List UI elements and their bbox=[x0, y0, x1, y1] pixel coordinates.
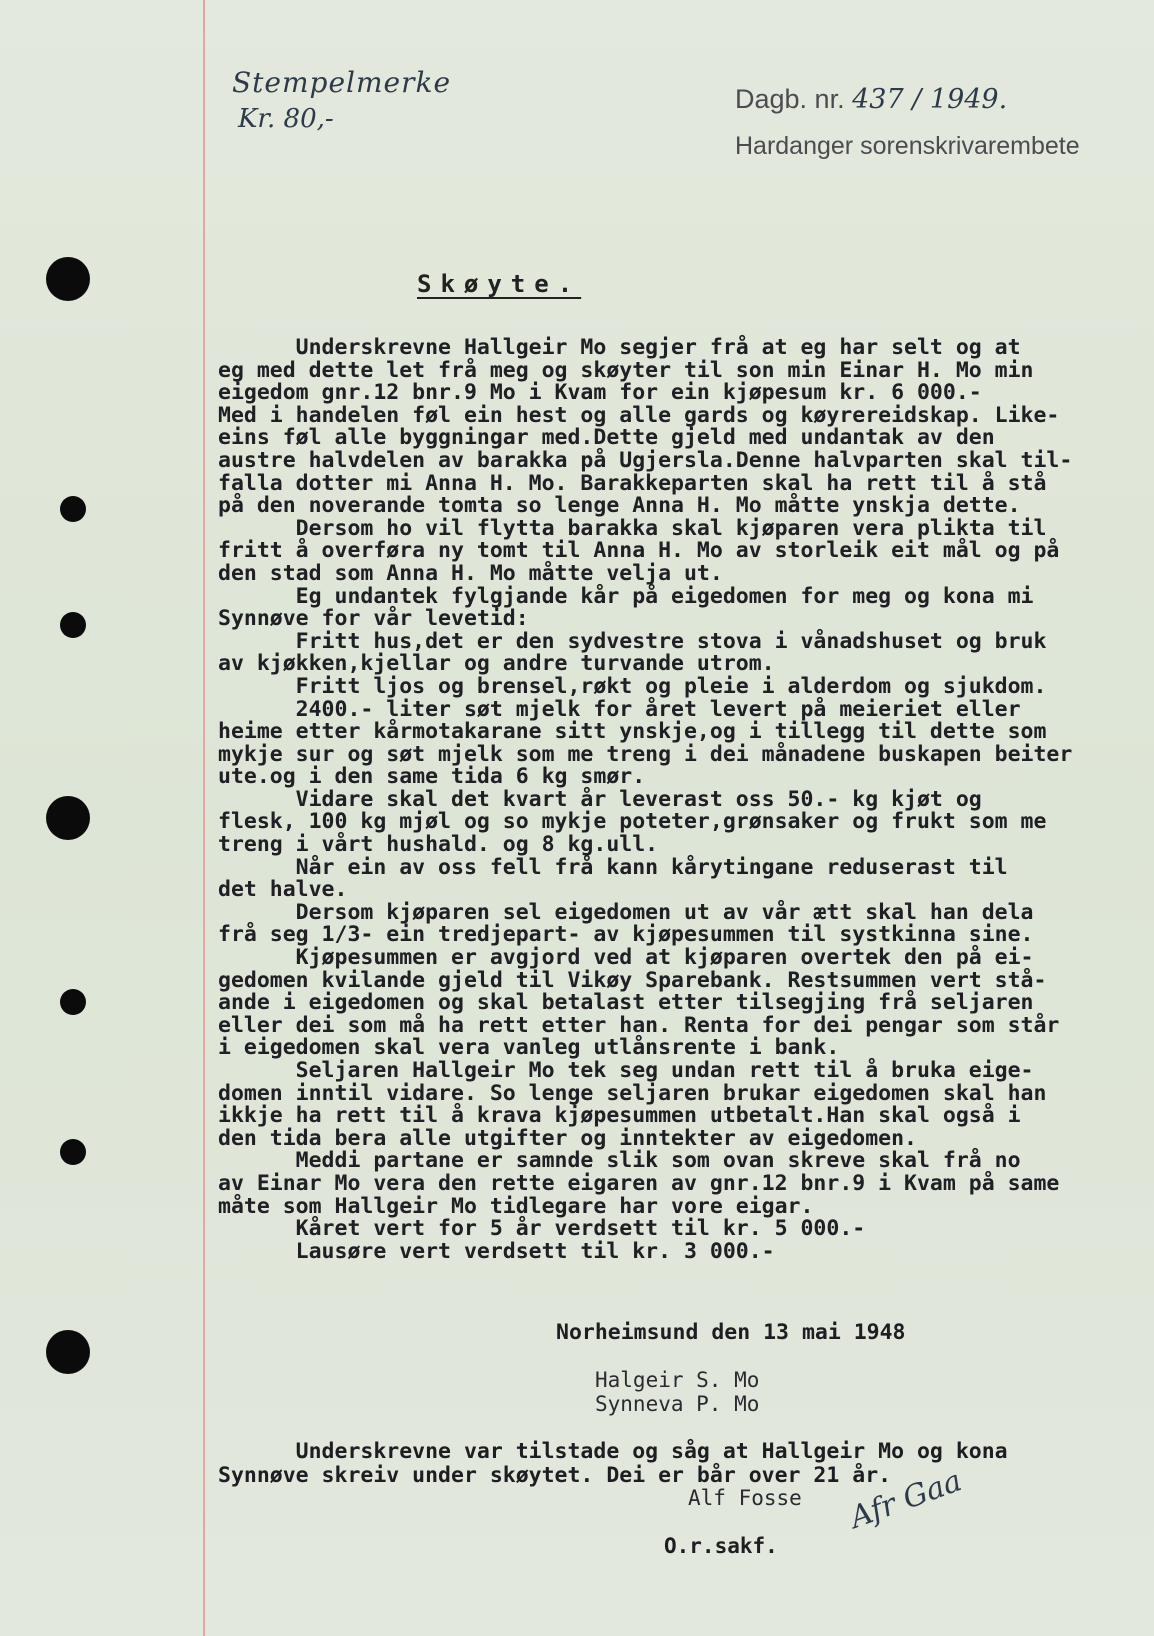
deed-text-line: austre halvdelen av barakka på Ugjersla.Denne halvparten skal til- bbox=[218, 447, 1073, 473]
punch-hole bbox=[46, 796, 90, 840]
deed-text-line: 2400.- liter søt mjelk for året levert på meieriet eller bbox=[218, 696, 1021, 722]
place-date: Norheimsund den 13 mai 1948 bbox=[556, 1320, 906, 1345]
deed-text-line: Synnøve for vår levetid: bbox=[218, 606, 529, 632]
deed-text-line: av Einar Mo vera den rette eigaren av gnr.12 bnr.9 i Kvam på same bbox=[218, 1170, 1060, 1196]
deed-text-line: det halve. bbox=[218, 877, 348, 903]
signature-seller: Halgeir S. Mo bbox=[595, 1368, 760, 1392]
margin-line bbox=[203, 0, 205, 1636]
deed-body bbox=[218, 337, 1128, 1263]
deed-text-line: Fritt hus,det er den sydvestre stova i vånadshuset og bruk bbox=[218, 628, 1047, 654]
deed-text-line: av kjøkken,kjellar og andre turvande utrom. bbox=[218, 651, 775, 677]
deed-text-line: på den noverande tomta so lenge Anna H. Mo måtte ynskja dette. bbox=[218, 493, 1021, 519]
witness-text-line: Synnøve skreiv under skøytet. Dei er bår over 21 år. bbox=[218, 1463, 892, 1488]
punch-hole bbox=[46, 1330, 90, 1374]
deed-text-line: heime etter kårmotakarane sitt ynskje,og i tillegg til dette som bbox=[218, 719, 1047, 745]
deed-text-line: flesk, 100 kg mjøl og so mykje poteter,grønsaker og frukt som me bbox=[218, 809, 1047, 835]
deed-text-line: ande i eigedomen og skal betalast etter tilsegjing frå seljaren bbox=[218, 990, 1034, 1016]
witness-text-line: Underskrevne var tilstade og såg at Hallgeir Mo og kona bbox=[218, 1439, 1008, 1464]
document-title: Skøyte. bbox=[417, 270, 582, 298]
deed-text-line: fritt å overføra ny tomt til Anna H. Mo av storleik eit mål og på bbox=[218, 538, 1060, 564]
deed-text-line: Seljaren Hallgeir Mo tek seg undan rett til å bruka eige- bbox=[218, 1058, 1034, 1083]
journal-number: 437 / 1949. bbox=[852, 84, 1008, 115]
deed-text-line: Dersom ho vil flytta barakka skal kjøparen vera plikta til bbox=[218, 515, 1047, 541]
deed-text-line: ute.og i den same tida 6 kg smør. bbox=[218, 764, 646, 790]
deed-text-line: måte som Hallgeir Mo tidlegare har vore eigar. bbox=[218, 1193, 814, 1219]
deed-text-line: Vidare skal det kvart år leverast oss 50.- kg kjøt og bbox=[218, 786, 982, 812]
deed-text-line: den tida bera alle utgifter og inntekter av eigedomen. bbox=[218, 1125, 917, 1151]
deed-text-line: gedomen kvilande gjeld til Vikøy Sparebank. Restsummen vert stå- bbox=[218, 967, 1047, 993]
witness-statement bbox=[218, 1440, 1008, 1488]
deed-text-line: Lausøre vert verdsett til kr. 3 000.- bbox=[218, 1238, 775, 1264]
deed-text-line: eigedom gnr.12 bnr.9 Mo i Kvam for ein kjøpesum kr. 6 000.- bbox=[218, 380, 982, 406]
deed-text-line: Fritt ljos og brensel,røkt og pleie i alderdom og sjukdom. bbox=[218, 673, 1047, 699]
punch-hole bbox=[60, 496, 86, 522]
deed-text-line: Underskrevne Hallgeir Mo segjer frå at eg har selt og at bbox=[218, 335, 1021, 360]
stamp-amount: Kr. 80,- bbox=[238, 104, 334, 134]
deed-text-line: eller dei som må ha rett etter han. Renta for dei pengar som står bbox=[218, 1012, 1060, 1038]
deed-text-line: falla dotter mi Anna H. Mo. Barakkeparten skal ha rett til å stå bbox=[218, 470, 1047, 496]
handwritten-initials: Afr Gaa bbox=[845, 1463, 967, 1536]
deed-text-line: i eigedomen skal vera vanleg utlånsrente i bank. bbox=[218, 1035, 840, 1061]
punch-hole bbox=[60, 1139, 86, 1165]
deed-text-line: Med i handelen føl ein hest og alle gards og køyrereidskap. Like- bbox=[218, 402, 1060, 428]
punch-hole bbox=[60, 989, 86, 1015]
deed-text-line: eg med dette let frå meg og skøyter til son min Einar H. Mo min bbox=[218, 357, 1034, 383]
deed-text-line: domen inntil vidare. So lenge seljaren brukar eigedomen skal han bbox=[218, 1080, 1047, 1106]
deed-text-line: Kjøpesummen er avgjord ved at kjøparen overtek den på ei- bbox=[218, 945, 1034, 971]
journal-number-stamp bbox=[735, 84, 1007, 115]
deed-text-line: Eg undantek fylgjande kår på eigedomen for meg og kona mi bbox=[218, 583, 1034, 609]
footer-note: O.r.sakf. bbox=[664, 1534, 778, 1558]
signature-wife: Synneva P. Mo bbox=[595, 1392, 760, 1416]
deed-text-line: Meddi partane er samnde slik som ovan skreve skal frå no bbox=[218, 1148, 1021, 1174]
deed-text-line: mykje sur og søt mjelk som me treng i dei månadene buskapen beiter bbox=[218, 741, 1073, 767]
witness-signature: Alf Fosse bbox=[688, 1486, 802, 1510]
deed-text-line: frå seg 1/3- ein tredjepart- av kjøpesummen til systkinna sine. bbox=[218, 922, 1034, 948]
journal-label: Dagb. nr. bbox=[735, 84, 845, 114]
deed-text-line: Når ein av oss fell frå kann kårytingane reduserast til bbox=[218, 854, 1008, 880]
deed-text-line: treng i vårt hushald. og 8 kg.ull. bbox=[218, 832, 659, 858]
deed-text-line: Dersom kjøparen sel eigedomen ut av vår ætt skal han dela bbox=[218, 899, 1034, 925]
deed-text-line: den stad som Anna H. Mo måtte velja ut. bbox=[218, 560, 723, 586]
stamp-duty-note: Stempelmerke bbox=[232, 66, 452, 99]
deed-text-line: ikkje ha rett til å krava kjøpesummen utbetalt.Han skal også i bbox=[218, 1103, 1021, 1129]
court-stamp: Hardanger sorenskrivarembete bbox=[735, 132, 1080, 160]
punch-hole bbox=[46, 257, 90, 301]
deed-text-line: Kåret vert for 5 år verdsett til kr. 5 000.- bbox=[218, 1216, 866, 1242]
deed-text-line: eins føl alle byggningar med.Dette gjeld med undantak av den bbox=[218, 425, 995, 451]
punch-hole bbox=[60, 612, 86, 638]
